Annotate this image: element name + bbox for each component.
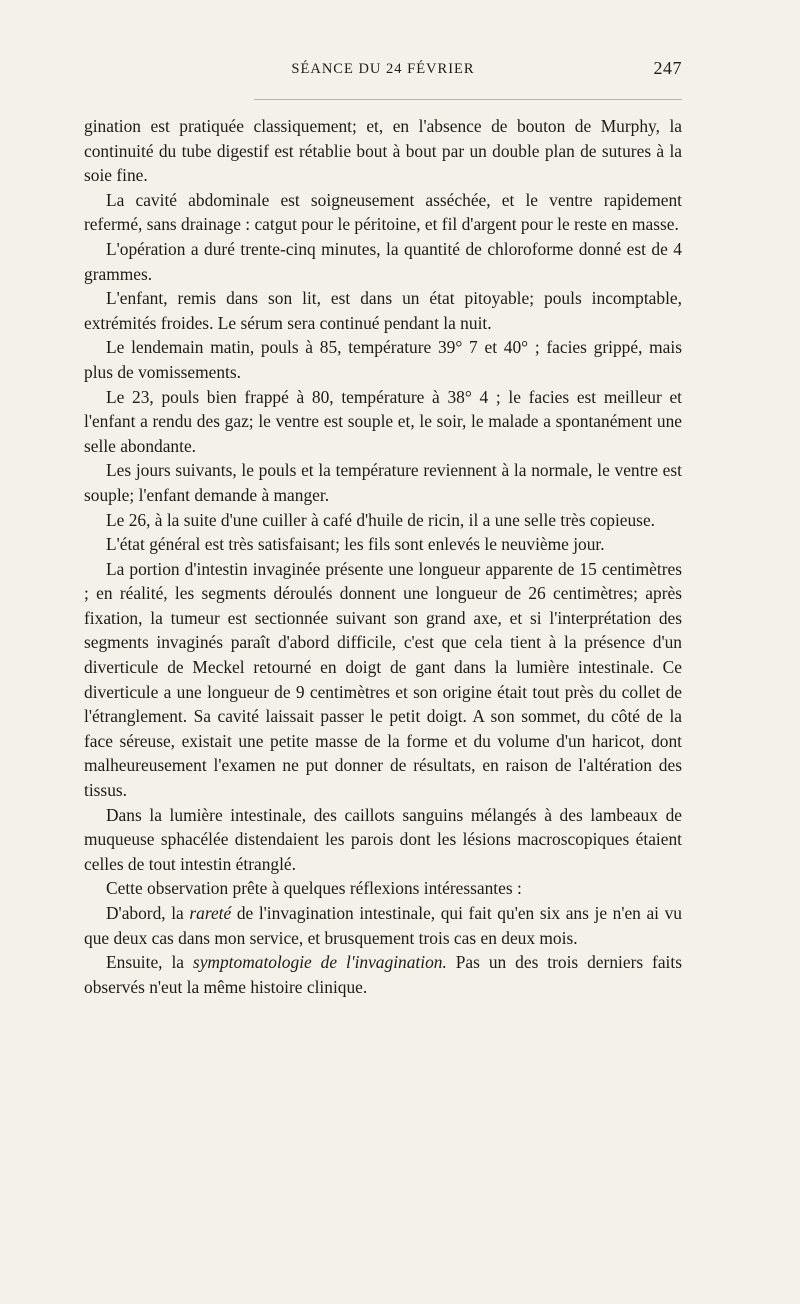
paragraph: La cavité abdominale est soigneusement asséchée, et le ventre rapidement refermé, sans drainage : catgut pour le péritoine, et fil d'argent pour le reste en masse. (84, 189, 682, 235)
paragraph: L'opération a duré trente-cinq minutes, la quantité de chloroforme donné est de 4 grammes. (84, 238, 682, 284)
paragraph: L'état général est très satisfaisant; les fils sont enlevés le neuvième jour. (106, 534, 605, 555)
paragraph: Dans la lumière intestinale, des caillots sanguins mélangés à des lambeaux de muqueuse sphacélée distendaient les parois dont les lésions macroscopiques étaient celles de tout intestin étranglé. (84, 804, 682, 874)
paragraph-text: de l'invagination intestinale, qui fait qu'en six ans je n'en ai vu que deux cas dans mon service, et brusquement trois cas en deux mois. (84, 903, 682, 948)
italic-term: symptomatologie de l'invagination. (192, 952, 447, 973)
body-text (84, 114, 682, 999)
header-rule (254, 99, 682, 100)
paragraph (84, 901, 682, 950)
paragraph (84, 950, 682, 999)
page-number: 247 (653, 58, 682, 78)
paragraph-text: Ensuite, la (106, 952, 193, 973)
paragraph: Le lendemain matin, pouls à 85, température 39° 7 et 40° ; facies grippé, mais plus de vomissements. (84, 337, 682, 382)
paragraph: La portion d'intestin invaginée présente une longueur apparente de 15 centimètres ; en réalité, les segments déroulés donnent une longueur de 26 centimètres; après fixation, la tumeur est sectionnée suivant son grand axe, et si l'interprétation des segments invaginés paraît d'abord difficile, c'est que cela tient à la présence d'un diverticule de Meckel retourné en doigt de gant dans la lumière intestinale. Ce diverticule a une longueur de 9 centimètres et son origine était tout près du collet de l'étranglement. Sa cavité laissait passer le petit doigt. A son sommet, du côté de la face séreuse, existait une petite masse de la forme et du volume d'un haricot, dont malheureusement l'examen ne put donner de résultats, en raison de l'altération des tissus. (84, 558, 682, 801)
book-page (84, 56, 682, 997)
paragraph: Cette observation prête à quelques réflexions intéressantes : (106, 878, 522, 899)
running-header (84, 56, 682, 86)
paragraph: Les jours suivants, le pouls et la température reviennent à la normale, le ventre est souple; l'enfant demande à manger. (84, 460, 682, 505)
paragraph: Le 26, à la suite d'une cuiller à café d'huile de ricin, il a une selle très copieuse. (106, 509, 656, 530)
paragraph: gination est pratiquée classiquement; et, en l'absence de bouton de Murphy, la continuité du tube digestif est rétablie bout à bout par un double plan de sutures à la soie fine. (84, 116, 682, 186)
paragraph-text: Pas un des trois derniers faits observés n'eut la même histoire clinique. (84, 952, 682, 997)
paragraph: L'enfant, remis dans son lit, est dans un état pitoyable; pouls incomptable, extrémités froides. Le sérum sera continué pendant la nuit. (84, 288, 682, 333)
running-title: SÉANCE DU 24 FÉVRIER (291, 61, 475, 77)
italic-term: rareté (189, 903, 232, 923)
paragraph: Le 23, pouls bien frappé à 80, température à 38° 4 ; le facies est meilleur et l'enfant a rendu des gaz; le ventre est souple et, le soir, le malade a spontanément une selle abondante. (84, 386, 682, 456)
paragraph-text: D'abord, la (106, 903, 190, 923)
